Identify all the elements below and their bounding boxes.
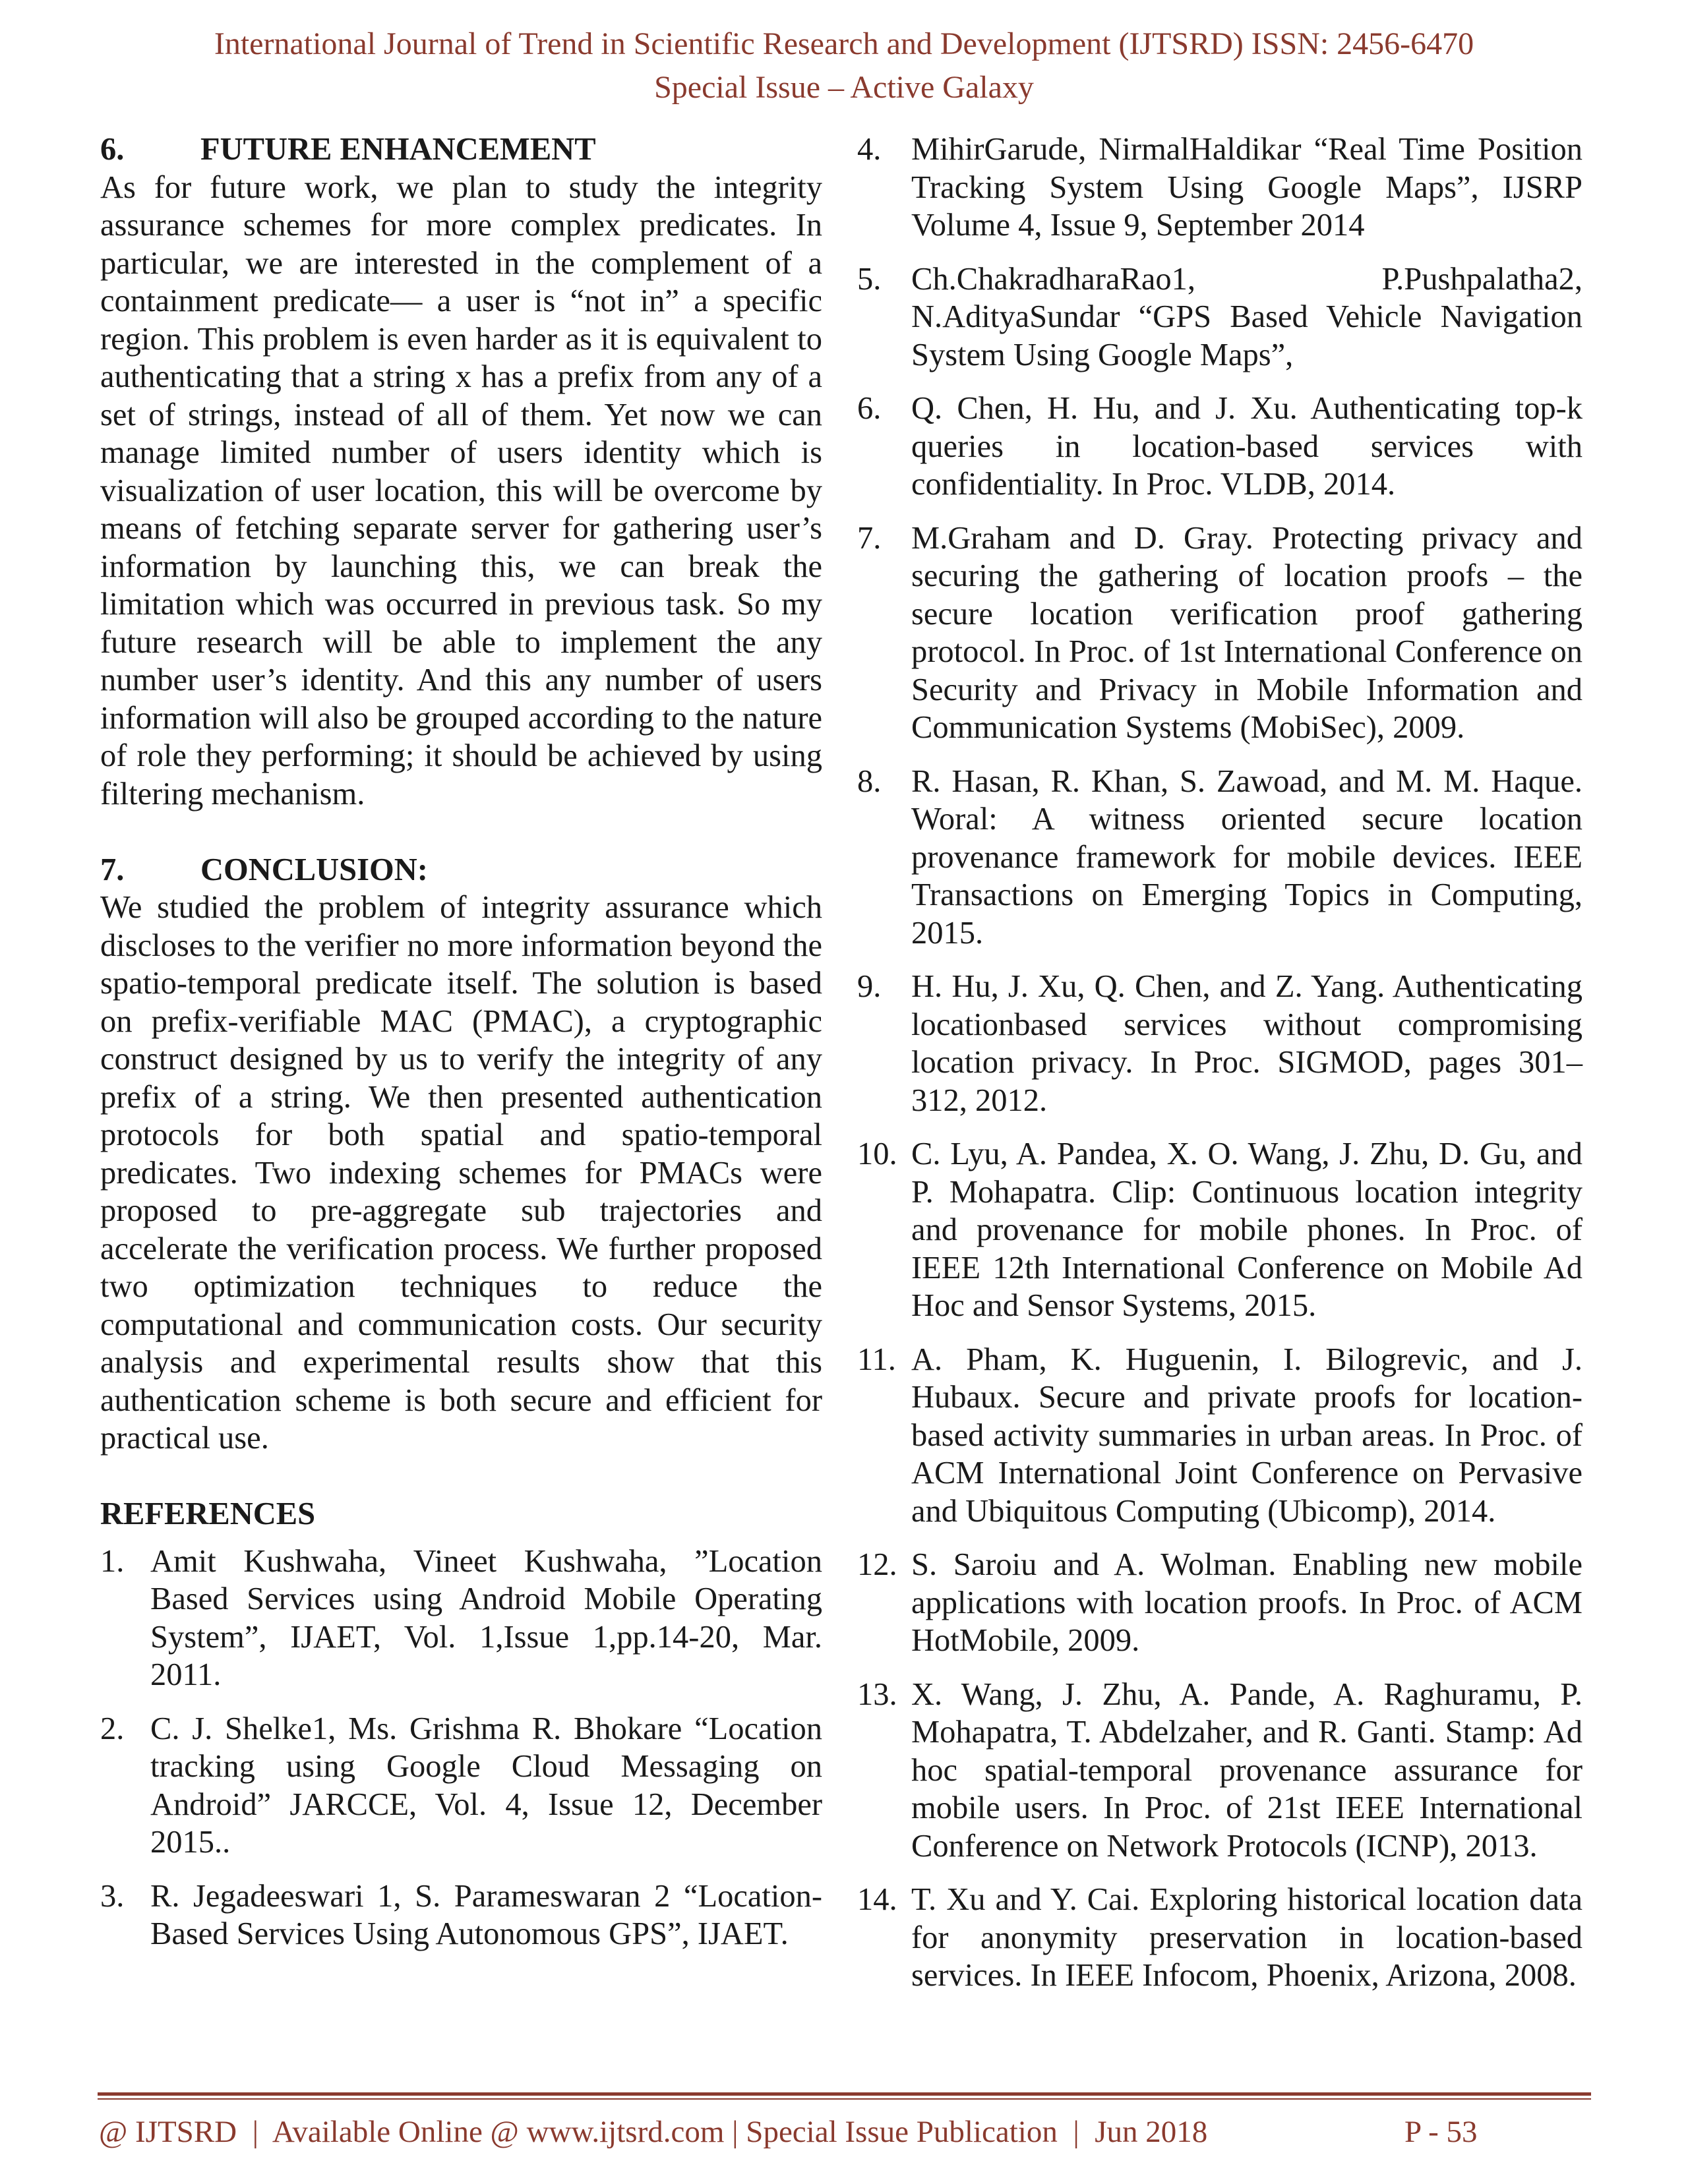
reference-number: 14. (857, 1882, 897, 1917)
future-enhancement-text: As for future work, we plan to study the integrity assurance schemes for more complex predicates. In particular, we are interested in the complement of a containment predicate— a user is “not in” a specific region. This problem is even harder as it is equivalent to authenticating that a string x has a prefix from any of a set of strings, instead of all of them. Yet now we can manage limited number of users identity which is visualization of user location, this will be overcome by means of fetching separate server for gathering user’s information by launching this, we can break the limitation which was occurred in previous task. So my future research will be able to implement the any number user’s identity. And this any number of users information will also be grouped according to the nature of role they performing; it should be achieved by using filtering mechanism. (100, 169, 822, 812)
reference-text: A. Pham, K. Huguenin, I. Bilogrevic, and J. Hubaux. Secure and private proofs for location-based activity summaries in urban areas. In Proc. of ACM International Joint Conference on Pervasive and Ubiquitous Computing (Ubicomp), 2014. (911, 1342, 1582, 1529)
reference-item (100, 1877, 822, 1953)
reference-number: 13. (857, 1676, 897, 1712)
reference-text: S. Saroiu and A. Wolman. Enabling new mobile applications with location proofs. In Proc. of ACM HotMobile, 2009. (911, 1547, 1582, 1658)
reference-item (857, 1341, 1582, 1531)
left-column (100, 131, 822, 1969)
reference-number: 6. (857, 391, 882, 426)
reference-item (857, 390, 1582, 504)
reference-item (857, 260, 1582, 374)
reference-number: 8. (857, 763, 882, 799)
reference-number: 2. (100, 1711, 125, 1746)
reference-text: X. Wang, J. Zhu, A. Pande, A. Raghuramu, P. Mohapatra, T. Abdelzaher, and R. Ganti. Stamp: Ad hoc spatial-temporal provenance assurance for mobile users. In Proc. of 21st IEEE International Conference on Network Protocols (ICNP), 2013. (911, 1676, 1582, 1864)
reference-text: Q. Chen, H. Hu, and J. Xu. Authenticating top-k queries in location-based services with confidentiality. In Proc. VLDB, 2014. (911, 391, 1582, 502)
reference-number: 5. (857, 261, 882, 297)
reference-number: 4. (857, 132, 882, 167)
reference-item (857, 131, 1582, 245)
special-issue: Special Issue – Active Galaxy (654, 70, 1034, 105)
page-number: P - 53 (1404, 2115, 1478, 2149)
reference-item (100, 1710, 822, 1862)
journal-header (0, 22, 1688, 109)
reference-item (857, 1676, 1582, 1866)
reference-number: 9. (857, 969, 882, 1004)
spacer (100, 1458, 822, 1496)
reference-item (857, 968, 1582, 1119)
reference-text: R. Jegadeeswari 1, S. Parameswaran 2 “Location-Based Services Using Autonomous GPS”, IJAET. (150, 1878, 822, 1951)
reference-text: M.Graham and D. Gray. Protecting privacy and securing the gathering of location proofs – the secure location verification proof gathering protocol. In Proc. of 1st International Conference on Security and Privacy in Mobile Information and Communication Systems (MobiSec), 2009. (911, 520, 1582, 745)
reference-text: Amit Kushwaha, Vineet Kushwaha, ”Location Based Services using Android Mobile Operating System”, IJAET, Vol. 1,Issue 1,pp.14-20, Mar. 2011. (150, 1543, 822, 1692)
section-heading-future (100, 131, 822, 169)
reference-item (100, 1543, 822, 1694)
right-column (857, 131, 1582, 2011)
reference-number: 11. (857, 1342, 896, 1377)
reference-number: 3. (100, 1878, 125, 1914)
reference-text: H. Hu, J. Xu, Q. Chen, and Z. Yang. Authenticating locationbased services without compromising location privacy. In Proc. SIGMOD, pages 301–312, 2012. (911, 969, 1582, 1118)
section-title: FUTURE ENHANCEMENT (200, 132, 596, 167)
reference-text: C. Lyu, A. Pandea, X. O. Wang, J. Zhu, D. Gu, and P. Mohapatra. Clip: Continuous location integrity and provenance for mobile phones. In Proc. of IEEE 12th International Conference on Mobile Ad Hoc and Sensor Systems, 2015. (911, 1136, 1582, 1323)
reference-text: C. J. Shelke1, Ms. Grishma R. Bhokare “Location tracking using Google Cloud Messaging on Android” JARCCE, Vol. 4, Issue 12, December 2015.. (150, 1711, 822, 1860)
reference-number: 10. (857, 1136, 897, 1171)
footer-text: @ IJTSRD | Available Online @ www.ijtsrd.com | Special Issue Publication | Jun 2018 (99, 2115, 1208, 2149)
section-title: CONCLUSION: (200, 852, 428, 887)
section-number: 7. (100, 852, 125, 887)
reference-item (857, 1546, 1582, 1660)
references-heading: REFERENCES (100, 1496, 316, 1531)
reference-item (857, 1881, 1582, 1995)
reference-item (857, 519, 1582, 747)
reference-number: 7. (857, 520, 882, 556)
section-heading-conclusion (100, 851, 822, 889)
journal-title: International Journal of Trend in Scientific Research and Development (IJTSRD) ISSN: 2456-6470 (214, 26, 1474, 61)
spacer (100, 813, 822, 851)
reference-text: R. Hasan, R. Khan, S. Zawoad, and M. M. Haque. Woral: A witness oriented secure location provenance framework for mobile devices. IEEE Transactions on Emerging Topics in Computing, 2015. (911, 763, 1582, 951)
reference-text: T. Xu and Y. Cai. Exploring historical location data for anonymity preservation in location-based services. In IEEE Infocom, Phoenix, Arizona, 2008. (911, 1882, 1582, 1993)
reference-item (857, 1135, 1582, 1325)
footer-divider-thin (98, 2098, 1591, 2100)
conclusion-text: We studied the problem of integrity assurance which discloses to the verifier no more information beyond the spatio-temporal predicate itself. The solution is based on prefix-verifiable MAC (PMAC), a cryptographic construct designed by us to verify the integrity of any prefix of a string. We then presented authentication protocols for both spatial and spatio-temporal predicates. Two indexing schemes for PMACs were proposed to pre-aggregate sub trajectories and accelerate the verification process. We further proposed two optimization techniques to reduce the computational and communication costs. Our security analysis and experimental results show that this authentication scheme is both secure and efficient for practical use. (100, 890, 822, 1456)
reference-number: 1. (100, 1543, 125, 1579)
reference-text: Ch.ChakradharaRao1, P.Pushpalatha2, N.AdityaSundar “GPS Based Vehicle Navigation System Using Google Maps”, (911, 261, 1582, 372)
section-number: 6. (100, 132, 125, 167)
reference-item (857, 763, 1582, 953)
reference-text: MihirGarude, NirmalHaldikar “Real Time Position Tracking System Using Google Maps”, IJSRP Volume 4, Issue 9, September 2014 (911, 132, 1582, 243)
reference-number: 12. (857, 1547, 897, 1582)
page-footer (99, 2112, 1478, 2152)
footer-divider (98, 2092, 1591, 2096)
